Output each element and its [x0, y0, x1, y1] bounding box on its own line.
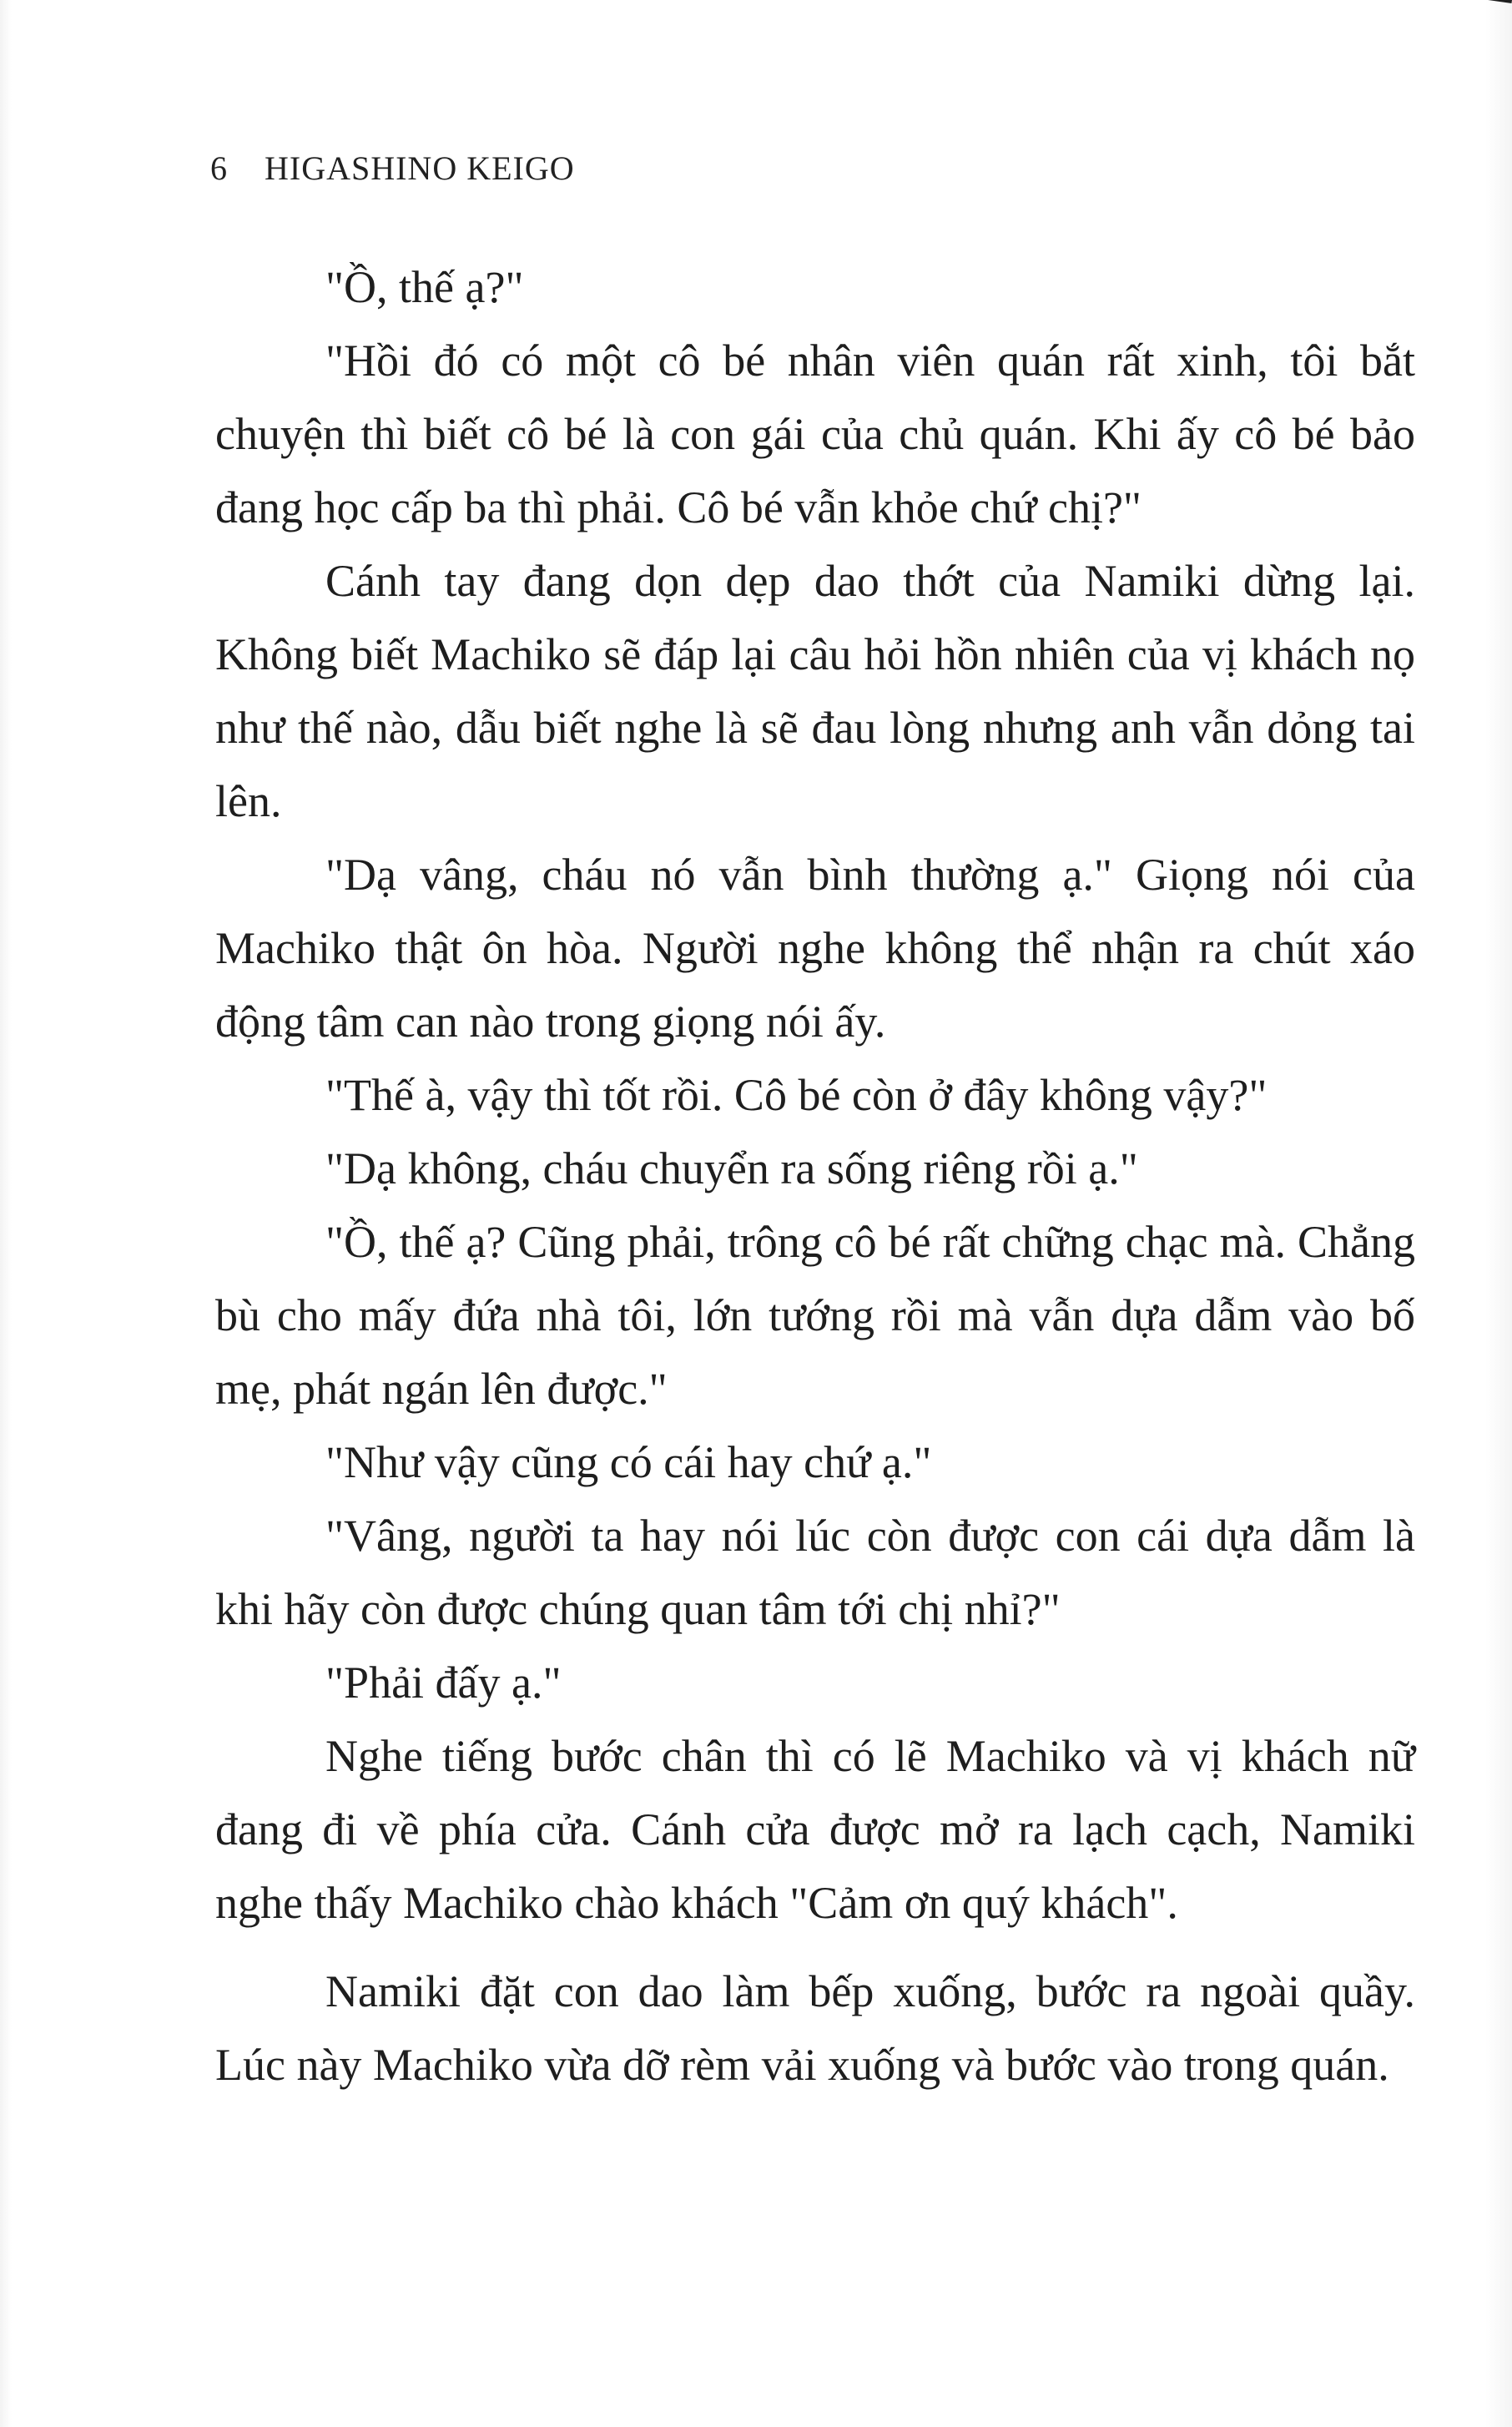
paragraph: "Như vậy cũng có cái hay chứ ạ.": [325, 1437, 932, 1487]
page-edge-mark: [1487, 0, 1512, 3]
page-number: 6: [210, 149, 228, 187]
paragraph: Namiki đặt con dao làm bếp xuống, bước ra ngoài quầy. Lúc này Machiko vừa dỡ rèm vải xuống và bước vào trong quán.: [215, 1966, 1415, 2090]
paragraph: Cánh tay đang dọn dẹp dao thớt của Namiki dừng lại. Không biết Machiko sẽ đáp lại câu hỏi hồn nhiên của vị khách nọ như thế nào, dẫu biết nghe là sẽ đau lòng nhưng anh vẫn dỏng tai lên.: [215, 556, 1415, 826]
paragraph: Nghe tiếng bước chân thì có lẽ Machiko và vị khách nữ đang đi về phía cửa. Cánh cửa được mở ra lạch cạch, Namiki nghe thấy Machiko chào khách "Cảm ơn quý khách".: [215, 1731, 1415, 1928]
paragraph: "Phải đấy ạ.": [325, 1658, 562, 1708]
running-header: [210, 149, 575, 188]
body-text: [215, 250, 1415, 2102]
running-title: HIGASHINO KEIGO: [265, 149, 575, 187]
paragraph: "Hồi đó có một cô bé nhân viên quán rất xinh, tôi bắt chuyện thì biết cô bé là con gái của chủ quán. Khi ấy cô bé bảo đang học cấp ba thì phải. Cô bé vẫn khỏe chứ chị?": [215, 336, 1415, 532]
paragraph: "Ồ, thế ạ? Cũng phải, trông cô bé rất chững chạc mà. Chẳng bù cho mấy đứa nhà tôi, lớn tướng rồi mà vẫn dựa dẫm vào bố mẹ, phát ngán lên được.": [215, 1217, 1415, 1414]
paragraph: "Dạ vâng, cháu nó vẫn bình thường ạ." Giọng nói của Machiko thật ôn hòa. Người nghe không thể nhận ra chút xáo động tâm can nào trong giọng nói ấy.: [215, 850, 1415, 1047]
paragraph: "Vâng, người ta hay nói lúc còn được con cái dựa dẫm là khi hãy còn được chúng quan tâm tới chị nhỉ?": [215, 1511, 1415, 1634]
paragraph: "Thế à, vậy thì tốt rồi. Cô bé còn ở đây không vậy?": [325, 1070, 1268, 1120]
paragraph: "Ồ, thế ạ?": [325, 262, 524, 312]
paragraph: "Dạ không, cháu chuyển ra sống riêng rồi ạ.": [325, 1143, 1138, 1193]
